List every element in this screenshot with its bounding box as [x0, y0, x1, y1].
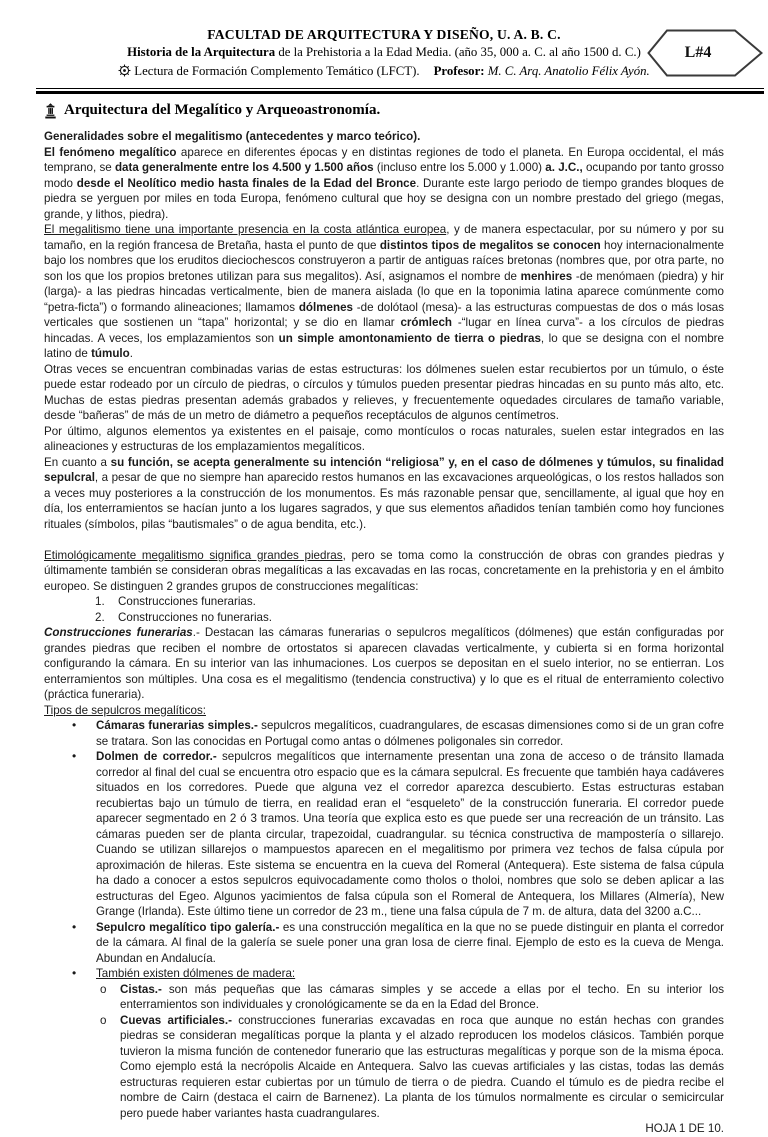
list-item-text: Cámaras funerarias simples.- sepulcros megalíticos, cuadrangulares, de escasas dimensiones como si de un gran cofre se tratara. Son las conocidas en Portugal como antas o dólmenes poligonales sin corredor. [96, 719, 724, 748]
paragraph: En cuanto a su función, se acepta generalmente su intención “religiosa” y, en el caso de dólmenes y túmulos, su finalidad sepulcral, a pesar de que no siempre han aparecido restos humanos en las excavaciones arqueológicas, o los restos hallados son a veces muy posteriores a la construcción de los monumentos. Es más razonable pensar que, sencillamente, al igual que hoy en día, los enterramientos se hacían junto a los lugares sagrados, y que sus elementos añadidos tenían también como hoy funciones rituales (símbolos, pilas “bautismales” o de agua bendita, etc.). [44, 455, 724, 531]
list-item [44, 982, 724, 1013]
page-footer [44, 1121, 724, 1137]
page-number: HOJA 1 DE 10. [645, 1122, 724, 1135]
paragraph: El megalitismo tiene una importante presencia en la costa atlántica europea, y de manera espectacular, por su número y por su tamaño, en la región francesa de Bretaña, hasta el punto de que distintos tipos de megalitos se conocen hoy internacionalmente bajo los nombres que los eruditos dieciochescos construyeron a partir de antiguas raíces bretonas (nombres que, por otra parte, no son los que los propios bretones utilizan para sus megalitos). Así, asignamos el nombre de menhires -de menómaen (piedra) y hir (larga)- a las piedras hincadas verticalmente, bien de manera aislada (lo que en la toponimia latina aparece comúnmente como “petra-ficta”) o formando alineaciones; llamamos dólmenes -de dolótaol (mesa)- a las estructuras compuestas de dos o más losas verticales que sostienen un “tapa” horizontal; y se dio en llamar crómlech -“lugar en línea curva”- a los círculos de piedras hincadas. A veces, los emplazamientos son un simple amontonamiento de tierra o piedras, lo que se designa con el nombre latino de túmulo. [44, 223, 725, 360]
professor-label: Profesor: [433, 64, 485, 78]
faculty-title: FACULTAD DE ARQUITECTURA Y DISEÑO, U. A. B. C. [207, 27, 561, 42]
paragraph: Construcciones funerarias.- Destacan las cámaras funerarias o sepulcros megalíticos (dólmenes) que están configuradas por grandes piedras que reciben el nombre de ortostatos si aparecen clavadas verticalmente, y cubierta si en forma horizontal configurando la cámara. En su interior van las inhumaciones. Los cuerpos se depositan en el suelo interior, no se entierran. Los enterramientos son múltiples. Una cosa es el megalitismo (tendencia constructiva) y lo que es el ritual de enterramiento colectivo (práctica funeraria). [44, 626, 724, 701]
list-item-text: Cuevas artificiales.- construcciones funerarias excavadas en roca que aunque no están hechas con grandes piedras se consideran megalíticas porque la planta y el alzado reproducen los modelos clásicos. También porque tuvieron la misma función de contenedor funerario que las estructuras megalíticas y porque son de la misma época. Como ejemplo está la necrópolis Alcaide en Antequera. Salvo las cuevas artificiales y las cistas, todas las demás estructuras requieren estar cubiertas por un túmulo de tierra o de piedra. Cuando el túmulo es de piedra recibe el nombre de Cairn (destaca el cairn de Barnenez). La planta de los túmulos normalmente es circular o semicircular pero puede haber variantes hasta cuadrangulares. [120, 1013, 724, 1120]
list-item [44, 749, 724, 920]
header-rule [36, 88, 764, 94]
paragraph-spacer [44, 532, 724, 548]
paragraph: Otras veces se encuentran combinadas varias de estas estructuras: los dólmenes suelen estar recubiertos por un túmulo, o éste puede estar rodeado por un círculo de piedras, o círculos y túmulos pueden presentar piedras hincadas en su punto más alto, etc. Muchas de estas piedras presentan además grabados y relieves, y frecuentemente oquedades circulares de tamaño variable, desde “bañeras” de más de un metro de diámetro a pequeños receptáculos de algunos centímetros. [44, 362, 724, 422]
list-number: 2. [95, 610, 105, 624]
list-item-text: También existen dólmenes de madera: [96, 967, 296, 980]
lecture-label: Lectura de Formación Complemento Temático (LFCT). [134, 64, 420, 78]
list-item [44, 920, 724, 967]
list-number: 1. [95, 595, 105, 608]
course-line [44, 44, 724, 61]
paragraph: Etimológicamente megalitismo significa grandes piedras, pero se toma como la construcción de obras con grandes piedras y últimamente también se consideran obras megalíticas a las excavadas en las rocas, concretamente en la prehistoria y en el ámbito europeo. Se distinguen 2 grandes grupos de construcciones megalíticas: [44, 548, 724, 593]
list-item-text: Sepulcro megalítico tipo galería.- es una construcción megalítica en la que no se puede distinguir en planta el corredor de la cámara. Al final de la galería se suele poner una gran losa de cierre final. Ejemplo de esto es la cueva de Menga. Abundan en Andalucía. [96, 920, 724, 965]
bullet-marker: • [72, 966, 77, 980]
paragraph: Generalidades sobre el megalitismo (antecedentes y marco teórico). [44, 130, 421, 143]
column-icon [44, 103, 57, 119]
list-item [44, 1013, 724, 1122]
list-item [44, 594, 724, 610]
gear-icon [118, 64, 131, 82]
list-item [44, 718, 724, 749]
list-item-text: Construcciones no funerarias. [118, 610, 273, 624]
lecture-line [44, 63, 724, 82]
list-item [44, 610, 724, 626]
list-item-text: Dolmen de corredor.- sepulcros megalíticos que internamente presentan una zona de acceso o de tránsito llamada corredor al final del cual se encuentra otro espacio que es la cámara sepulcral. Es frecuente que también haya cadáveres situados en los corredores. Puede que alguna vez el corredor aparezca descubierto. Estas estructuras estaban recubiertas bajo un túmulo de tierra, en realidad eran el “esqueleto” de la construcción funeraria. El corredor puede aparecer segmentado en 2 ó 3 tramos. Una teoría que explica esto es que puede ser una recreación de un tránsito. Las cámaras pueden ser de planta circular, trapezoidal, cuadrangular. su técnica constructiva de mampostería o sillarejo. Cuando se utilizan sillarejos o mampuestos aparecen en el megalitismo por primera vez techos de falsa cúpula por aproximación de hileras. Este sistema se encuentra en la cueva del Romeral (Antequera). Este sistema de falsa cúpula ha dado a conocer a estos sepulcros equivocadamente como tholos o tholoi, nombres que solo se deben aplicar a las estructuras del Egeo. Algunos yacimientos de falsa cúpula son el Romeral de Antequera, los Millares (Almería), New Grange (Irlanda). Este último tiene un corredor de 23 m., tiene una falsa cúpula de 7 m. de altura, data del 3200 a.C... [96, 750, 724, 918]
paragraph: El fenómeno megalítico aparece en diferentes épocas y en distintas regiones de todo el planeta. En Europa occidental, el más temprano, se data generalmente entre los 4.500 y 1.500 años (incluso entre los 5.000 y 1.000) a. J.C., ocupando por tanto grosso modo desde el Neolítico medio hasta finales de la Edad del Bronce. Durante este largo periodo de tiempo grandes bloques de piedra se yerguen por miles en toda Europa, fenómeno cultural que hoy se designa con un nombre prestado del griego (megas, grande, y lithos, piedra). [44, 145, 725, 221]
list-item-text: Cistas.- son más pequeñas que las cámaras simples y se accede a ellas por el techo. En su interior los enterramientos son individuales y cronológicamente se da en la Edad del Bronce. [120, 982, 724, 1011]
lesson-badge [647, 29, 763, 77]
list-item [44, 966, 724, 982]
paragraph: Tipos de sepulcros megalíticos: [44, 703, 206, 717]
section-title [44, 102, 724, 119]
professor-name: M. C. Arq. Anatolio Félix Ayón. [484, 64, 650, 78]
paragraph: Por último, algunos elementos ya existentes en el paisaje, como montículos o rocas naturales, suelen estar integrados en las alineaciones y estructuras de los emplazamientos megalíticos. [44, 424, 724, 453]
course-subtitle: de la Prehistoria a la Edad Media. (año 35, 000 a. C. al año 1500 d. C.) [275, 45, 641, 59]
document-header [44, 26, 724, 82]
document-body [44, 129, 724, 1121]
bullet-marker: • [72, 749, 77, 763]
bullet-marker: o [100, 982, 107, 996]
bullet-marker: • [72, 718, 77, 732]
list-item-text: Construcciones funerarias. [118, 595, 256, 608]
section-title-text: Arquitectura del Megalítico y Arqueoastronomía. [64, 102, 381, 118]
badge-label: L#4 [684, 44, 712, 61]
bullet-marker: o [100, 1013, 107, 1027]
bullet-marker: • [72, 919, 77, 934]
course-name: Historia de la Arquitectura [127, 45, 276, 59]
